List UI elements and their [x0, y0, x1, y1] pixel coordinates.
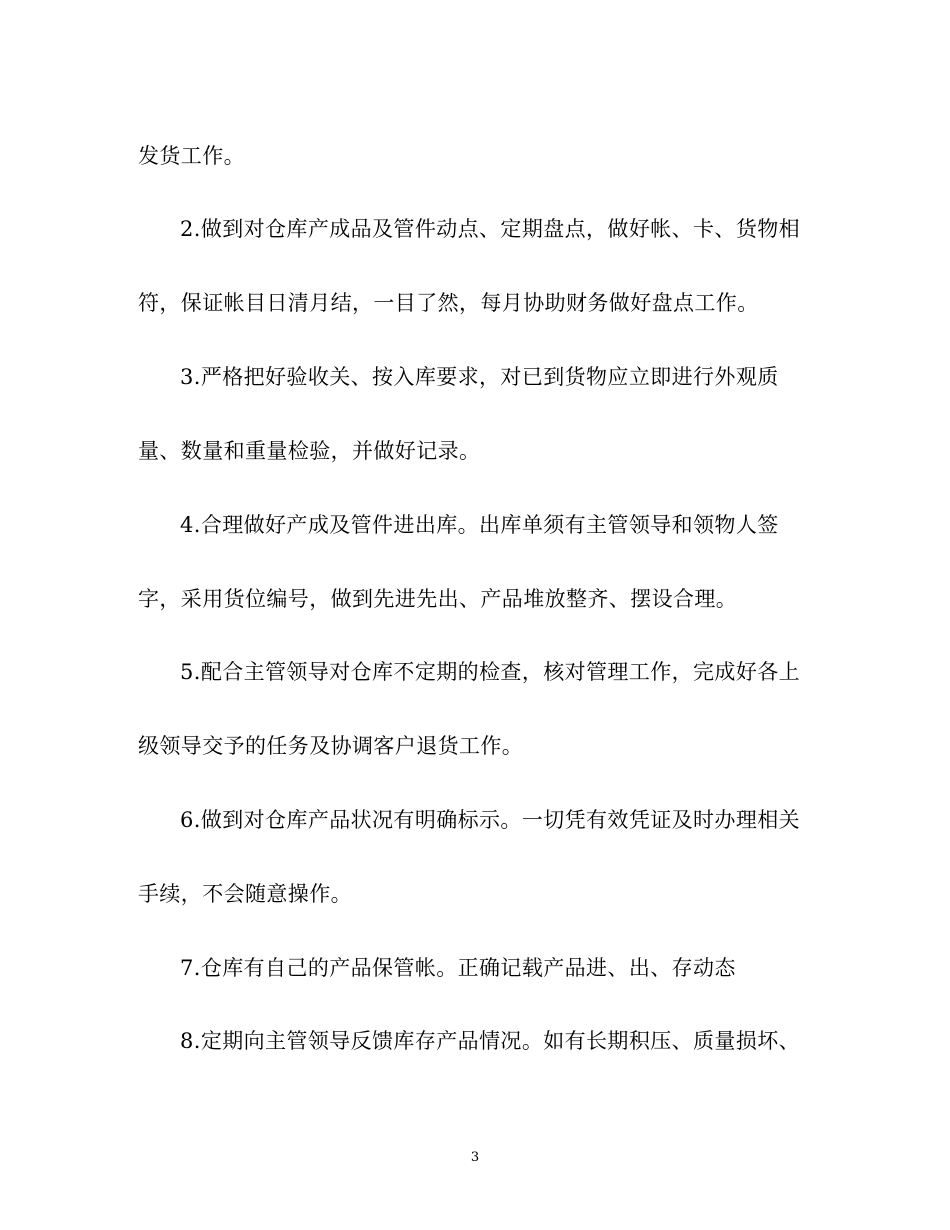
- text-line-10: 6.做到对仓库产品状况有明确标示。一切凭有效凭证及时办理相关: [180, 808, 801, 832]
- text-line-7: 字，采用货位编号，做到先进先出、产品堆放整齐、摆设合理。: [138, 587, 738, 611]
- page-number: 3: [470, 1150, 480, 1165]
- text-line-13: 8.定期向主管领导反馈库存产品情况。如有长期积压、质量损坏、: [180, 1029, 801, 1053]
- text-line-4: 3.严格把好验收关、按入库要求，对已到货物应立即进行外观质: [180, 365, 779, 389]
- text-line-2: 2.做到对仓库产成品及管件动点、定期盘点，做好帐、卡、货物相: [180, 217, 801, 241]
- text-line-9: 级领导交予的任务及协调客户退货工作。: [138, 734, 524, 758]
- text-line-5: 量、数量和重量检验，并做好记录。: [138, 439, 481, 463]
- text-line-1: 发货工作。: [138, 144, 245, 168]
- text-line-8: 5.配合主管领导对仓库不定期的检查，核对管理工作，完成好各上: [180, 660, 801, 684]
- text-line-3: 符，保证帐目日清月结，一目了然，每月协助财务做好盘点工作。: [138, 291, 759, 315]
- text-line-6: 4.合理做好产成及管件进出库。出库单须有主管领导和领物人签: [180, 513, 779, 537]
- text-line-11: 手续，不会随意操作。: [138, 882, 352, 906]
- text-line-12: 7.仓库有自己的产品保管帐。正确记载产品进、出、存动态: [180, 956, 736, 980]
